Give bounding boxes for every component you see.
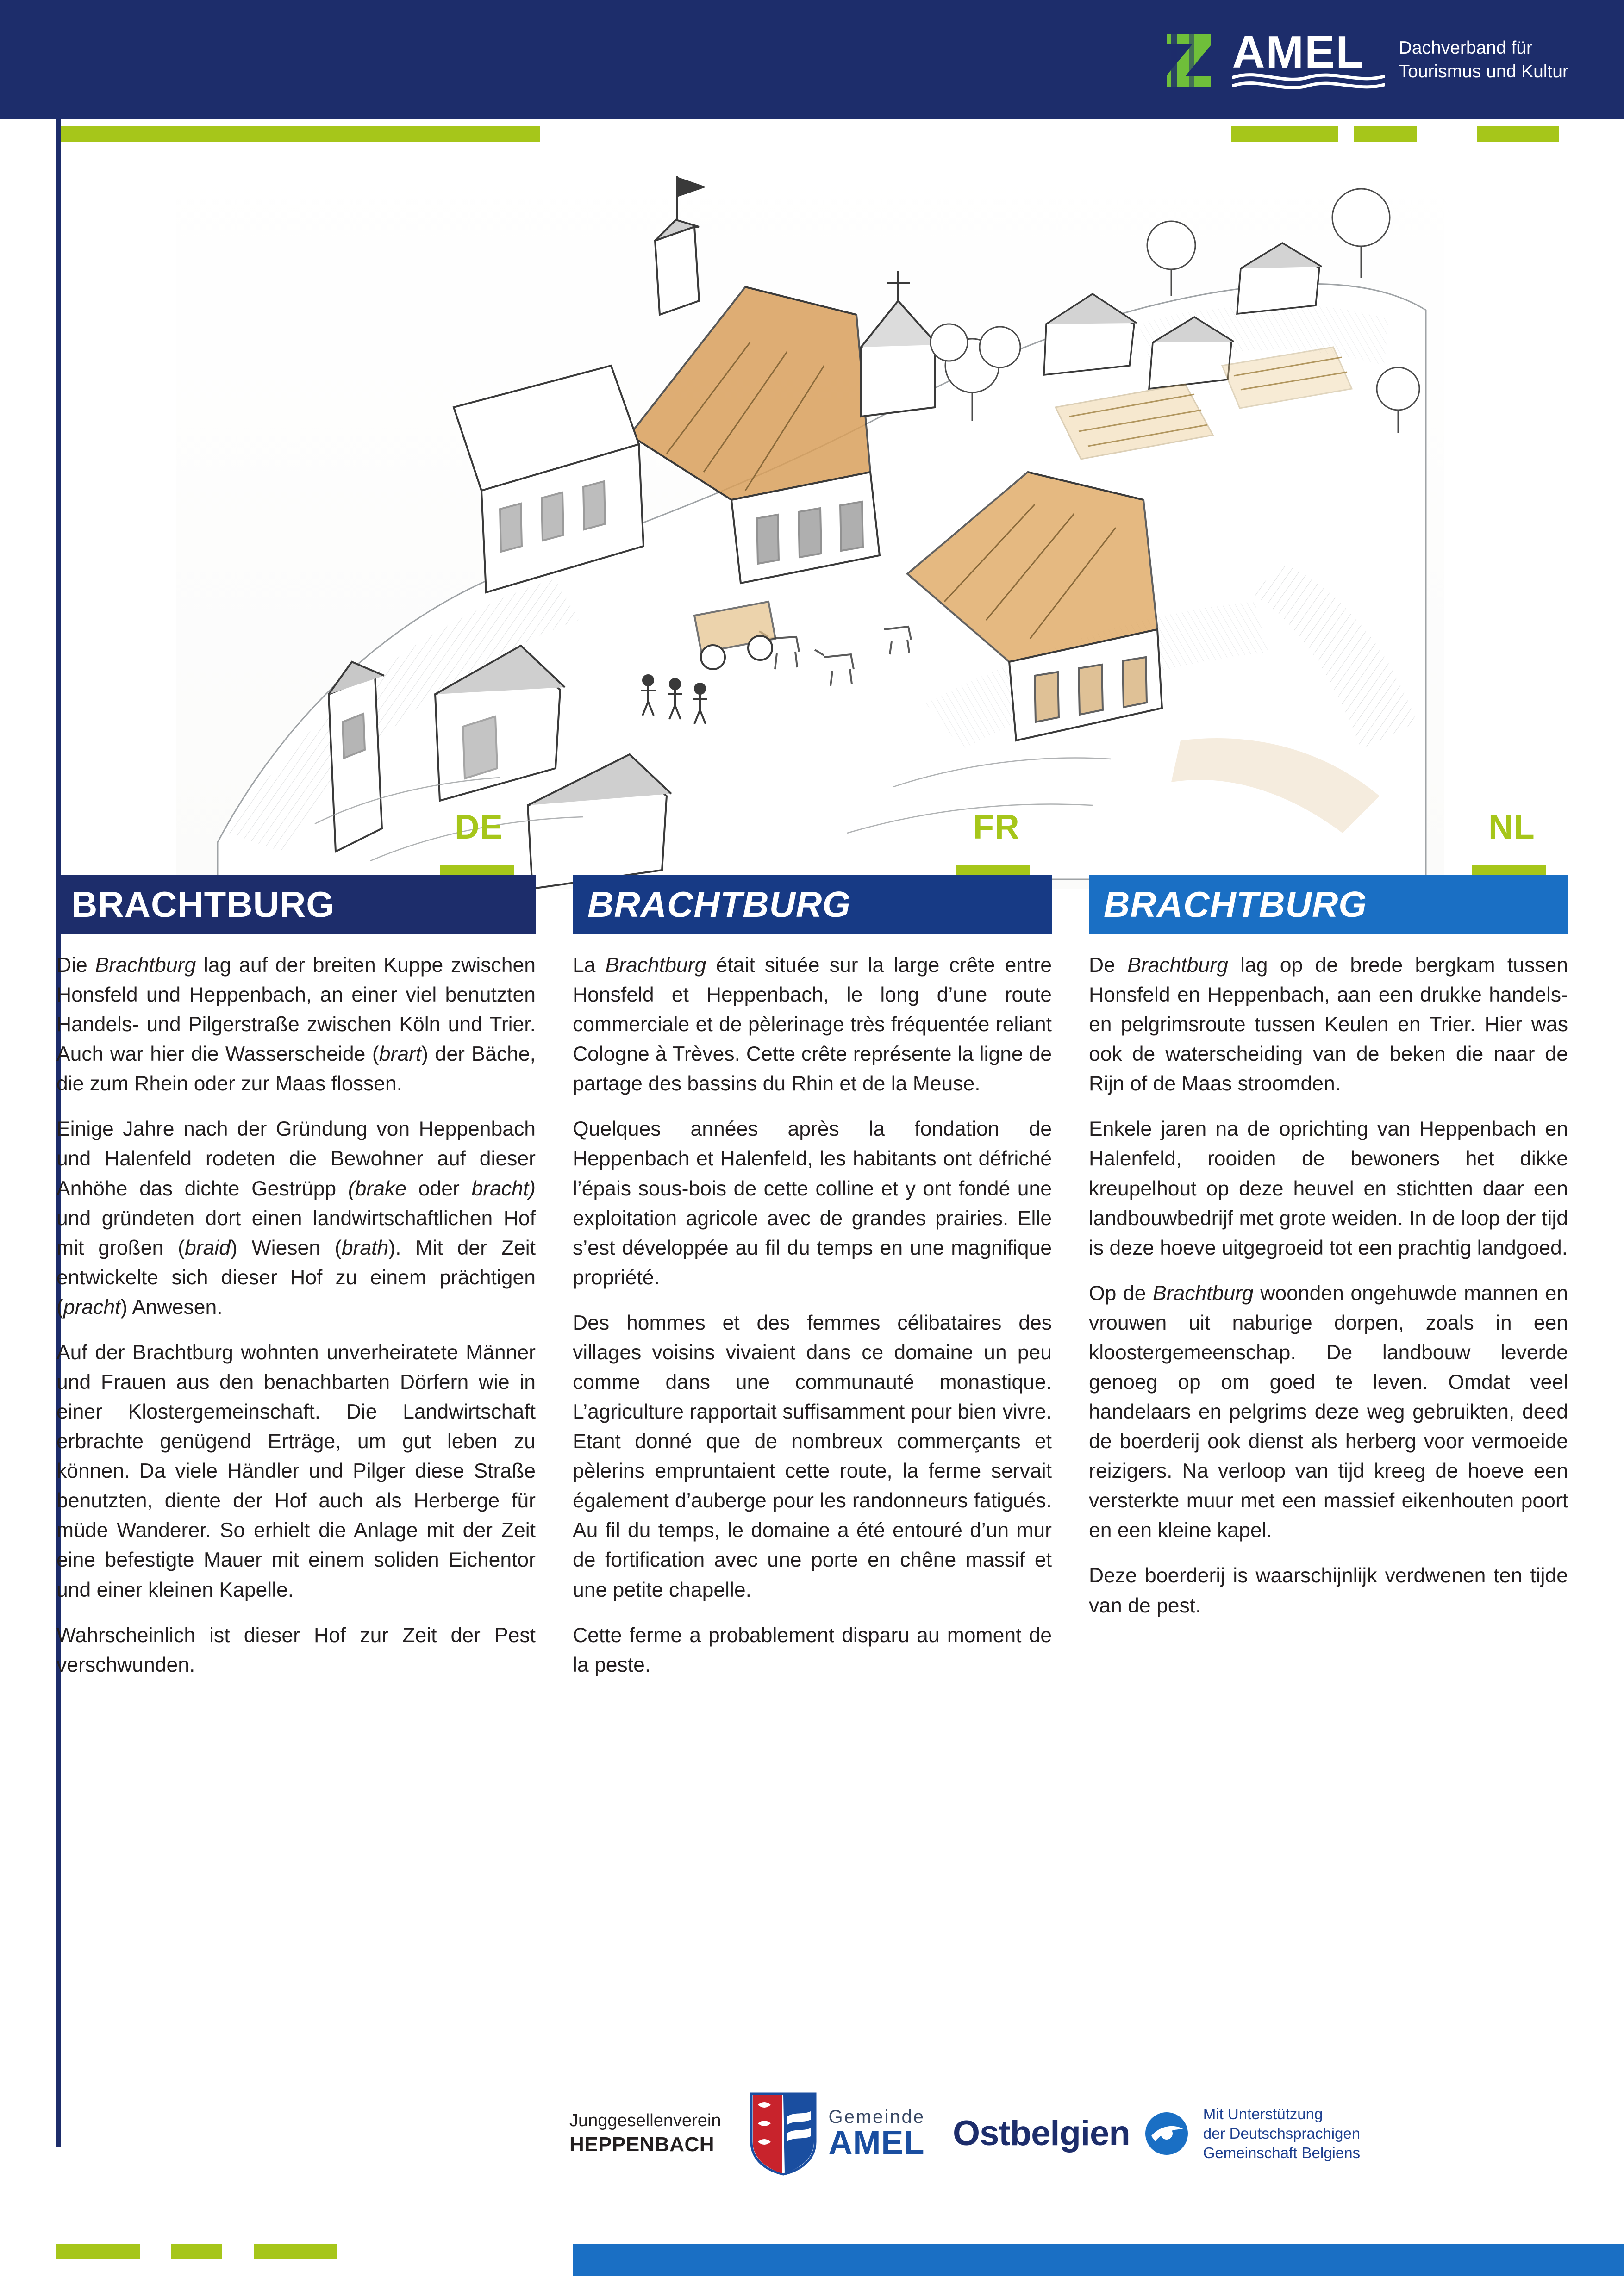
lang-tag-nl: NL <box>1488 808 1535 846</box>
z-logo-icon <box>1161 31 1217 89</box>
paragraph: La Brachtburg était située sur la large crête entre Honsfeld et Heppenbach, le long d’une route commerciale et de pèlerinage très fréquentée reliant Cologne à Trèves. Cette crête représente la ligne de partage des bassins du Rhin et de la Meuse. <box>573 954 1052 1095</box>
accent-dash-4 <box>1477 126 1559 142</box>
title-band-nl <box>1089 875 1568 934</box>
support-line3: Gemeinschaft Belgiens <box>1203 2144 1361 2162</box>
article-column-fr <box>573 875 1052 1680</box>
accent-dash-3 <box>1354 126 1417 142</box>
body-text-fr <box>573 951 1052 1680</box>
support-line2: der Deutschsprachigen <box>1203 2124 1361 2142</box>
ostbelgien-wordmark: Ostbelgien <box>953 2114 1130 2153</box>
amel-coat-of-arms-icon <box>749 2091 818 2177</box>
amel-tagline-line1: Dachverband für <box>1399 37 1532 58</box>
ostbelgien-swoosh-icon <box>1141 2108 1192 2159</box>
paragraph: Op de Brachtburg woonden ongehuwde mannen en vrouwen uit naburige dorpen, zoals in een kloostergemeenschap. De landbouw leverde genoeg op om goed te leven. Omdat veel handelaars en pelgrims deze weg gebruikten, deed de boerderij ook dienst als herberg voor vermoeide reizigers. Na verloop van tijd kreeg de hoeve een versterkte muur met een massief eikenhouten poort en een kleine kapel. <box>1089 1282 1568 1542</box>
junggesellenverein-logo <box>569 2110 721 2158</box>
paragraph: Einige Jahre nach der Gründung von Heppenbach und Halenfeld rodeten die Bewohner auf dieser Anhöhe das dichte Gestrüpp (brake oder bracht) und gründeten dort einen landwirtschaftlichen Hof mit großen (braid) Wiesen (brath). Mit der Zeit entwickelte sich dieser Hof zu einem prächtigen (pracht) Anwesen. <box>56 1118 536 1319</box>
brachtburg-illustration <box>176 148 1444 889</box>
footer-logo-row <box>569 2080 1542 2187</box>
header-logo-zone <box>1161 19 1568 100</box>
page-title-fr: BRACHTBURG <box>587 884 851 925</box>
title-band-de <box>56 875 536 934</box>
amel-tagline <box>1399 37 1568 83</box>
accent-dash-2 <box>1231 126 1338 142</box>
footer-dash-2 <box>171 2244 222 2259</box>
body-text-de <box>56 951 536 1680</box>
article-column-nl <box>1089 875 1568 1621</box>
accent-dash-1 <box>56 126 540 142</box>
page-title-nl: BRACHTBURG <box>1104 884 1367 925</box>
junggesellenverein-line2: HEPPENBACH <box>569 2133 715 2156</box>
amel-tagline-line2: Tourismus und Kultur <box>1399 61 1568 81</box>
footer-blue-bar <box>573 2244 1624 2276</box>
gemeinde-amel-logo <box>749 2091 925 2177</box>
lang-tag-de: DE <box>455 808 503 846</box>
title-band-fr <box>573 875 1052 934</box>
paragraph: Auf der Brachtburg wohnten unverheiratete Männer und Frauen aus den benachbarten Dörfern wie in einer Klostergemeinschaft. Die Landwirtschaft erbrachte genügend Erträge, um gut leben zu können. Da viele Händler und Pilger diese Straße benutzten, diente der Hof auch als Herberge für müde Wanderer. So erhielt die Anlage mit der Zeit eine befestigte Mauer mit einem soliden Eichentor und einer kleinen Kapelle. <box>56 1341 536 1601</box>
header-bar <box>0 0 1624 119</box>
article-column-de <box>56 875 536 1680</box>
ostbelgien-logo <box>953 2104 1360 2163</box>
lang-tag-fr: FR <box>973 808 1020 846</box>
body-text-nl <box>1089 951 1568 1621</box>
junggesellenverein-line1: Junggesellenverein <box>569 2110 721 2130</box>
gemeinde-label: Gemeinde <box>828 2107 925 2127</box>
paragraph: Des hommes et des femmes célibataires des villages voisins vivaient dans ce domaine un peu comme dans une communauté monastique. L’agriculture rapportait suffisamment pour bien vivre. Etant donné que de nombreux commerçants et pèlerins empruntaient cette route, la ferme servait également d’auberge pour les randonneurs fatigués. Au fil du temps, le domaine a été entouré d’un mur de fortification avec une porte en chêne massif et une petite chapelle. <box>573 1311 1052 1601</box>
paragraph: Die Brachtburg lag auf der breiten Kuppe zwischen Honsfeld und Heppenbach, an einer viel benutzten Handels- und Pilgerstraße zwischen Köln und Trier. Auch war hier die Wasserscheide (brart) der Bäche, die zum Rhein oder zur Maas flossen. <box>56 954 536 1095</box>
support-line1: Mit Unterstützung <box>1203 2105 1323 2122</box>
paragraph: Quelques années après la fondation de Heppenbach et Halenfeld, les habitants ont défriché l’épais sous-bois de cette colline et y ont fondé une exploitation agricole avec de grandes prairies. Elle s’est développée au fil du temps en une magnifique propriété. <box>573 1118 1052 1289</box>
footer-dash-3 <box>254 2244 337 2259</box>
paragraph: Deze boerderij is waarschijnlijk verdwenen ten tijde van de pest. <box>1089 1564 1568 1617</box>
paragraph: De Brachtburg lag op de brede bergkam tussen Honsfeld en Heppenbach, aan een drukke handels- en pelgrimsroute tussen Keulen en Trier. Hier was ook de waterscheiding van de beken die naar de Rijn of de Maas stroomden. <box>1089 954 1568 1095</box>
amel-wordmark: AMEL <box>1232 26 1365 77</box>
paragraph: Wahrscheinlich ist dieser Hof zur Zeit der Pest verschwunden. <box>56 1624 536 1676</box>
amel-logo <box>1232 26 1568 89</box>
gemeinde-name: AMEL <box>828 2124 925 2161</box>
paragraph: Enkele jaren na de oprichting van Heppenbach en Halenfeld, rooiden de bewoners het dikke kreupelhout op deze heuvel en stichtten daar een landbouwbedrijf met grote weiden. In de loop der tijd is deze hoeve uitgegroeid tot een prachtig landgoed. <box>1089 1118 1568 1259</box>
support-note <box>1203 2104 1360 2163</box>
page-title-de: BRACHTBURG <box>71 884 335 925</box>
footer-dash-1 <box>56 2244 140 2259</box>
paragraph: Cette ferme a probablement disparu au moment de la peste. <box>573 1624 1052 1676</box>
